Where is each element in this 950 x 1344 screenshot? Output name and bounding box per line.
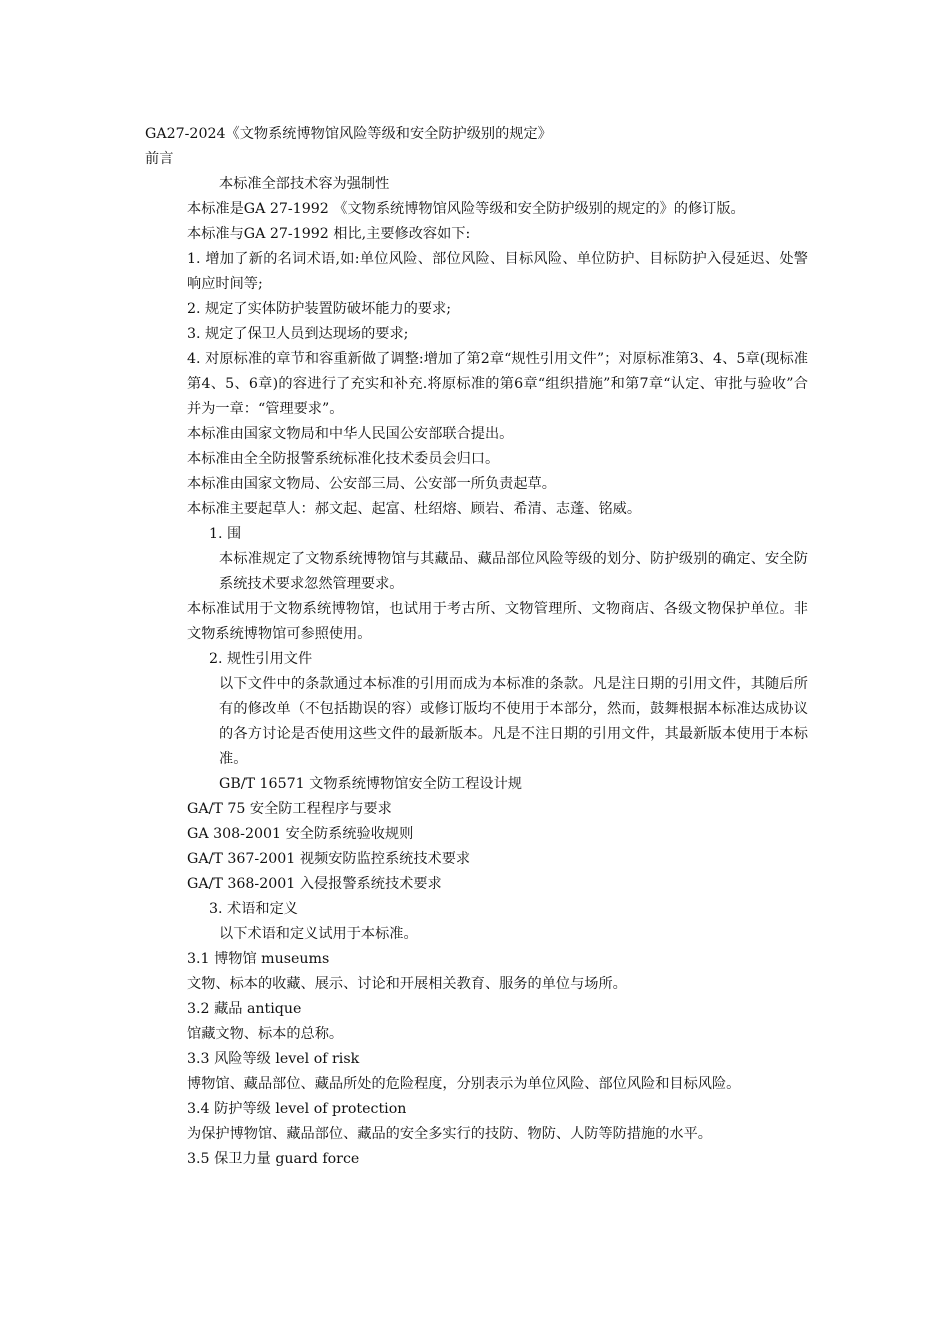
change-item: 3. 规定了保卫人员到达现场的要求;	[187, 326, 409, 342]
term-definition: 馆藏文物、标本的总称。	[187, 1026, 344, 1042]
reference-item: GB/T 16571 文物系统博物馆安全防工程设计规	[219, 776, 522, 792]
reference-item: GA/T 75 安全防工程程序与要求	[187, 801, 392, 817]
change-item: 2. 规定了实体防护装置防破坏能力的要求;	[187, 301, 452, 317]
section-3-heading: 3. 术语和定义	[209, 901, 298, 917]
preface-drafted-by: 本标准由国家文物局、公安部三局、公安部一所负责起草。	[187, 476, 556, 492]
document-page	[145, 122, 808, 1172]
term-definition: 为保护博物馆、藏品部位、藏品的安全多实行的技防、物防、人防等防措施的水平。	[187, 1126, 712, 1142]
term-heading: 3.5 保卫力量 guard force	[187, 1151, 360, 1167]
section-1-paragraph: 本标准试用于文物系统博物馆，也试用于考古所、文物管理所、文物商店、各级文物保护单位。非文物系统博物馆可参照使用。	[187, 601, 808, 642]
change-item: 4. 对原标准的章节和容重新做了调整:增加了第2章“规性引用文件”；对原标准第3、4、5章(现标准第4、5、6章)的容进行了充实和补充.将原标准的第6章“组织措施”和第7章“认定、审批与验收”合并为一章：“管理要求”。	[187, 351, 808, 417]
term-heading: 3.4 防护等级 level of protection	[187, 1101, 407, 1117]
term-definition: 博物馆、藏品部位、藏品所处的危险程度，分别表示为单位风险、部位风险和目标风险。	[187, 1076, 741, 1092]
change-item: 1. 增加了新的名词术语,如:单位风险、部位风险、目标风险、单位防护、目标防护入侵延迟、处警响应时间等;	[187, 251, 808, 292]
reference-item: GA 308-2001 安全防系统验收规则	[187, 826, 414, 842]
preface-drafters: 本标准主要起草人：郝文起、起富、杜绍熔、顾岩、希清、志蓬、铭威。	[187, 501, 642, 517]
section-1-heading: 1. 围	[209, 526, 242, 542]
reference-item: GA/T 367-2001 视频安防监控系统技术要求	[187, 851, 471, 867]
reference-item: GA/T 368-2001 入侵报警系统技术要求	[187, 876, 442, 892]
document-title: GA27-2024《文物系统博物馆风险等级和安全防护级别的规定》	[145, 126, 552, 142]
preface-revision-text: 本标准是GA 27-1992 《文物系统博物馆风险等级和安全防护级别的规定的》的修订版。	[187, 201, 745, 217]
preface-proposed-by: 本标准由国家文物局和中华人民国公安部联合提出。	[187, 426, 514, 442]
term-heading: 3.1 博物馆 museums	[187, 951, 330, 967]
preface-mandatory-text: 本标准全部技术容为强制性	[219, 176, 390, 192]
term-heading: 3.3 风险等级 level of risk	[187, 1051, 360, 1067]
preface-managed-by: 本标准由全全防报警系统标准化技术委员会归口。	[187, 451, 500, 467]
section-1-paragraph: 本标准规定了文物系统博物馆与其藏品、藏品部位风险等级的划分、防护级别的确定、安全防系统技术要求忽然管理要求。	[219, 551, 808, 592]
term-heading: 3.2 藏品 antique	[187, 1001, 302, 1017]
section-2-paragraph: 以下文件中的条款通过本标准的引用而成为本标准的条款。凡是注日期的引用文件，其随后所有的修改单（不包括勘误的容）或修订版均不使用于本部分，然而，鼓舞根据本标准达成协议的各方讨论是否使用这些文件的最新版本。凡是不注日期的引用文件，其最新版本使用于本标准。	[219, 676, 808, 767]
preface-changes-intro: 本标准与GA 27-1992 相比,主要修改容如下:	[187, 226, 471, 242]
term-definition: 文物、标本的收藏、展示、讨论和开展相关教育、服务的单位与场所。	[187, 976, 627, 992]
preface-heading: 前言	[145, 151, 174, 167]
section-3-intro: 以下术语和定义试用于本标准。	[219, 926, 418, 942]
section-2-heading: 2. 规性引用文件	[209, 651, 313, 667]
